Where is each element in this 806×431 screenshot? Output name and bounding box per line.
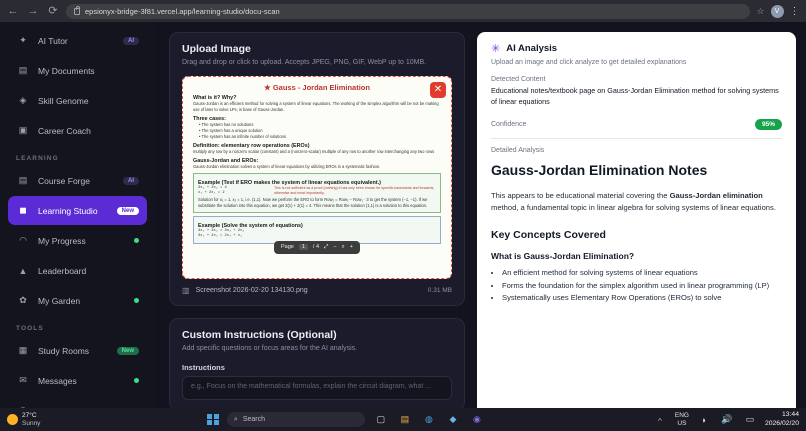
analysis-intro-c: method, a fundamental topic in linear algebra for solving systems of linear equations.	[491, 203, 776, 213]
flower-icon: ✿	[19, 295, 27, 305]
browser-menu-icon[interactable]: ⋮	[789, 5, 800, 17]
lock-icon	[74, 8, 80, 15]
clock[interactable]	[765, 411, 799, 427]
sidebar-item-label: My Documents	[38, 65, 95, 76]
upload-column	[169, 32, 465, 408]
bookmark-star-icon[interactable]: ☆	[756, 5, 765, 16]
preview-equation-4: 3x₁ + 2x₂ = 2x₃ + x₄	[198, 234, 243, 239]
sidebar-item-label: Study Rooms	[38, 345, 90, 356]
documents-icon: ▤	[18, 65, 28, 75]
preview-equation-1: 3x₁ + 2x₂ = 4	[198, 185, 227, 190]
progress-icon: ◠	[19, 235, 27, 245]
upload-subtitle: Drag and drop or click to upload. Accepts JPEG, PNG, GIF, WebP up to 10MB.	[182, 59, 427, 66]
sparkle-icon: ✦	[19, 35, 27, 45]
search-icon: ⌕	[233, 415, 238, 423]
sidebar-item-label: Leaderboard	[38, 265, 87, 276]
weather-condition: Sunny	[22, 419, 41, 427]
sidebar-item-label: Skill Genome	[38, 95, 89, 106]
analysis-intro-a: This appears to be educational material covering the	[491, 190, 670, 200]
genome-icon: ◈	[19, 95, 27, 105]
sidebar-section-tools: TOOLS	[16, 325, 44, 332]
clock-time: 13:44	[781, 411, 799, 419]
page-total: / 4	[312, 244, 320, 251]
zoom-out-icon[interactable]: −	[333, 244, 337, 251]
system-tray	[652, 411, 799, 427]
ai-analysis-subtitle: Upload an image and click analyze to get detailed explanations	[491, 59, 687, 66]
analysis-heading: Gauss-Jordan Elimination Notes	[491, 161, 708, 178]
sidebar-item-course-forge[interactable]	[8, 166, 147, 195]
instructions-label: Instructions	[182, 362, 225, 372]
ai-badge: AI	[123, 177, 139, 185]
preview-heading-gj: Gauss-Jordan and EROs:	[193, 157, 259, 164]
file-size: 0.31 MB	[427, 286, 452, 294]
list-item: • Systematically uses Elementary Row Operations (EROs) to solve	[502, 292, 782, 305]
image-preview[interactable]	[182, 76, 452, 279]
weather-temp: 27°C	[22, 411, 37, 419]
sidebar-item-label: My Progress	[38, 235, 86, 246]
clock-date: 2026/02/20	[764, 419, 799, 427]
chart-up-icon: ▲	[18, 265, 28, 276]
studio-icon: ◼	[19, 205, 27, 215]
browser-icon[interactable]: ◍	[424, 414, 433, 424]
analysis-intro	[491, 190, 782, 215]
list-item: • Forms the foundation for the simplex algorithm used in linear programming (LP)	[502, 280, 782, 293]
sidebar-item-label: Course Forge	[38, 175, 90, 186]
rooms-icon: ▦	[18, 345, 28, 355]
preview-example-box-2	[193, 216, 441, 244]
upload-title: Upload Image	[182, 43, 251, 55]
briefcase-icon: ▣	[18, 125, 28, 135]
search-icon[interactable]: ⌕	[341, 243, 345, 250]
page-number-input[interactable]: 1	[299, 244, 308, 250]
sun-icon	[7, 414, 18, 425]
custom-instructions-card	[169, 318, 465, 411]
file-name: Screenshot 2026-02-20 134130.png	[195, 286, 308, 294]
confidence-label: Confidence	[491, 120, 527, 128]
preview-example2-heading: Example (Solve the system of equations)	[198, 222, 303, 229]
address-bar[interactable]	[66, 4, 750, 19]
instructions-subtitle: Add specific questions or focus areas for the AI analysis.	[182, 344, 358, 352]
preview-heading-definition: Definition: elementary row operations (EROs)	[193, 143, 310, 150]
upload-image-card	[169, 32, 465, 306]
sidebar-item-label: Learning Studio	[38, 205, 98, 216]
url-text: epsionyx-bridge-3f81.vercel.app/learning-studio/docu-scan	[85, 6, 280, 16]
preview-heading-cases: Three cases:	[193, 115, 226, 122]
page-label: Page	[281, 244, 294, 251]
sidebar-item-ai-tutor[interactable]	[8, 26, 147, 55]
envelope-icon: ✉	[19, 375, 27, 385]
page-body	[0, 22, 806, 408]
taskbar-search[interactable]	[227, 412, 365, 427]
fit-icon[interactable]: ⤢	[324, 243, 329, 250]
lang-top: ENG	[674, 412, 689, 420]
preview-solution: Solution for x₁ = 1, x₂ = 1, i.e. (1,1). Now we perform the ERO to form Row₂ = Row₂ − Row₁ · 3 to get the system (−1, −1). If we substitute the solution into this equation, we get 3(1) + 2(1) = 4. This means that the solution (1,1) is a solution to this equation.	[198, 197, 428, 208]
detected-content-text: Educational notes/textbook page on Gauss-Jordan Elimination method for solving systems of linear equations	[491, 86, 779, 106]
preview-heading-what: What is it? Why?	[193, 94, 237, 101]
search-label: Search	[242, 416, 266, 423]
sidebar-item-study-rooms[interactable]	[8, 336, 147, 365]
sidebar-item-my-documents[interactable]	[8, 56, 147, 85]
preview-paragraph-gj: Gauss-Jordan elimination solves a system of linear equations by utilizing EROs in a systematic fashion.	[193, 163, 381, 169]
sidebar-item-my-progress[interactable]	[8, 226, 147, 255]
new-badge: New	[117, 347, 139, 355]
file-explorer-icon[interactable]: ▤	[400, 414, 410, 424]
book-icon: ▤	[18, 175, 28, 185]
zoom-in-icon[interactable]: +	[349, 244, 353, 251]
preview-paragraph-definition: multiply any row by a nonzero scalar (constant) and a (nonzero-scalar) multiple of any row to another row interchanging any two rows	[193, 149, 435, 155]
preview-case-3: • The system has an infinite number of solutions	[199, 133, 286, 139]
detailed-analysis-label: Detailed Analysis	[491, 146, 545, 154]
preview-annotation: This is not sufficient as a proof (nothing) it has only been shown for specific backwards and forwards, otherwise and most importantly.	[274, 185, 435, 195]
start-button-icon[interactable]	[207, 414, 219, 426]
new-badge: New	[117, 207, 139, 215]
instructions-title: Custom Instructions (Optional)	[182, 328, 337, 341]
sidebar-item-learning-studio[interactable]	[8, 196, 147, 225]
preview-example-box	[193, 173, 441, 213]
weather-widget[interactable]	[7, 412, 40, 428]
battery-icon[interactable]: ▭	[745, 414, 755, 424]
list-item: • An efficient method for solving systems of linear equations	[502, 267, 782, 280]
sidebar	[0, 22, 155, 408]
browser-toolbar	[0, 0, 806, 22]
windows-taskbar	[0, 408, 806, 431]
sidebar-item-label: My Garden	[38, 295, 81, 306]
preview-title: ★ Gauss - Jordan Elimination	[264, 82, 370, 92]
analysis-intro-bold: Gauss-Jordan elimination	[669, 190, 763, 200]
remove-image-button[interactable]: ✕	[430, 82, 446, 98]
preview-equation-2: x₁ + 2x₂ = 2	[198, 191, 225, 196]
lang-bottom: US	[677, 419, 687, 427]
status-dot-icon	[134, 298, 139, 303]
preview-paragraph-what: Gauss-Jordan is an efficient method for solving a system of linear equations. The working of the simplex algorithm will be not be making use of later to solve LPs, is base of Gauss-Jordan.	[193, 100, 439, 112]
confidence-row	[491, 119, 782, 130]
sidebar-item-label: AI Tutor	[38, 35, 68, 46]
key-concepts-heading: Key Concepts Covered	[491, 228, 606, 241]
app-icon[interactable]: ◆	[449, 414, 457, 424]
preview-case-1: • The system has no solutions	[199, 121, 254, 127]
sidebar-item-my-garden[interactable]	[8, 286, 147, 315]
status-dot-icon	[134, 378, 139, 383]
tray-chevron-icon[interactable]: ＾	[655, 415, 665, 425]
sidebar-item-career-coach[interactable]	[8, 116, 147, 145]
taskbar-center	[47, 412, 644, 427]
sidebar-item-leaderboard[interactable]	[8, 256, 147, 285]
ai-analysis-title: AI Analysis	[506, 43, 558, 54]
image-file-icon: ▥	[182, 285, 190, 295]
ai-analysis-panel	[477, 32, 796, 408]
reload-icon[interactable]: ⟳	[48, 5, 58, 17]
ai-analysis-header	[491, 42, 782, 55]
instructions-input[interactable]: e.g., Focus on the mathematical formulas, explain the circuit diagram, what ...	[182, 376, 452, 400]
preview-example-heading: Example (Test if ERO makes the system of linear equations equivalent.)	[198, 179, 381, 186]
analysis-bullet-list	[502, 267, 782, 306]
sidebar-item-label: Messages	[38, 375, 77, 386]
sidebar-item-label: Career Coach	[38, 125, 91, 136]
back-icon[interactable]: ←	[7, 5, 19, 17]
pdf-viewer-toolbar[interactable]	[274, 241, 360, 254]
sidebar-item-skill-genome[interactable]	[8, 86, 147, 115]
taskview-icon[interactable]: ▢	[376, 414, 386, 424]
sidebar-item-messages[interactable]	[8, 366, 147, 395]
wifi-icon[interactable]: ◗	[701, 414, 707, 425]
preview-equation-3: 4x₁ + 3x₂ = 3x₃ + 2x₄	[198, 228, 245, 233]
sparkle-icon: ✳	[491, 43, 501, 55]
document-preview-content	[183, 77, 451, 250]
main-content	[155, 22, 806, 408]
preview-case-2: • The system has a unique solution	[199, 127, 263, 133]
divider	[491, 138, 782, 139]
volume-icon[interactable]: 🔊	[721, 414, 733, 424]
confidence-badge: 95%	[755, 119, 782, 130]
avatar[interactable]: V	[771, 5, 784, 18]
sidebar-section-learning: LEARNING	[16, 155, 59, 162]
app2-icon[interactable]: ◉	[472, 414, 481, 424]
forward-icon[interactable]: →	[27, 5, 39, 17]
uploaded-file-row	[182, 286, 452, 295]
status-dot-icon	[134, 238, 139, 243]
question-heading: What is Gauss-Jordan Elimination?	[491, 250, 635, 261]
ai-badge: AI	[123, 37, 139, 45]
detected-content-label: Detected Content	[491, 76, 546, 83]
